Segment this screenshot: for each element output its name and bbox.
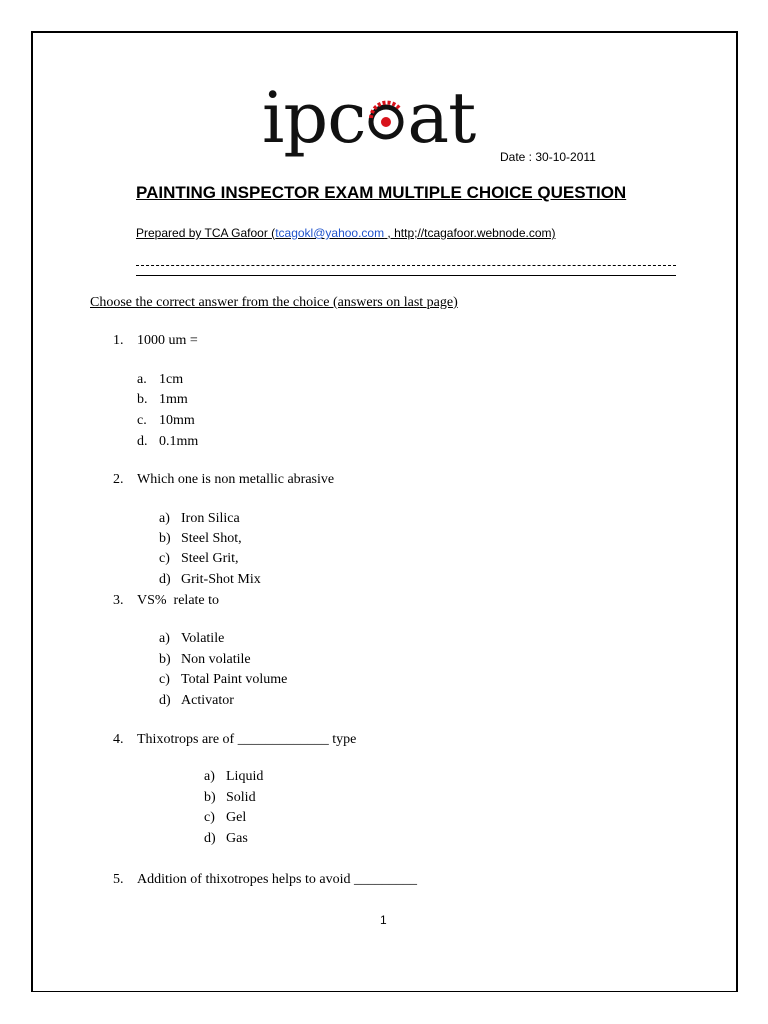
prepared-suffix: , http;//tcagafoor.webnode.com) bbox=[384, 226, 556, 240]
option-item: a) Volatile bbox=[159, 631, 225, 646]
option-item: c) Gel bbox=[204, 810, 247, 825]
option-item: d) Gas bbox=[204, 831, 248, 846]
dashed-divider bbox=[136, 265, 676, 266]
author-email-link[interactable]: tcagokl@yahoo.com bbox=[275, 226, 385, 240]
question-text: Thixotrops are of _____________ type bbox=[137, 732, 357, 747]
question-number: 4. bbox=[113, 732, 124, 747]
prepared-prefix: Prepared by TCA Gafoor ( bbox=[136, 226, 276, 240]
question-number: 2. bbox=[113, 472, 124, 487]
option-item: b) Steel Shot, bbox=[159, 531, 242, 546]
logo-text-right: at bbox=[407, 77, 476, 159]
question-text: VS% relate to bbox=[137, 593, 220, 608]
option-item: a. 1cm bbox=[137, 372, 184, 387]
page-border bbox=[31, 31, 738, 992]
option-item: b. 1mm bbox=[137, 392, 188, 407]
option-item: d) Grit-Shot Mix bbox=[159, 572, 261, 587]
question-number: 5. bbox=[113, 872, 124, 887]
option-item: c) Steel Grit, bbox=[159, 551, 239, 566]
option-item: a) Iron Silica bbox=[159, 511, 240, 526]
question-number: 3. bbox=[113, 593, 124, 608]
option-item: b) Solid bbox=[204, 790, 256, 805]
question-4 bbox=[113, 732, 356, 748]
question-text: Addition of thixotropes helps to avoid _________ bbox=[137, 872, 417, 887]
solid-divider bbox=[136, 275, 676, 276]
question-3 bbox=[113, 593, 219, 609]
option-item: c) Total Paint volume bbox=[159, 672, 288, 687]
logo-text-left: ipc bbox=[262, 77, 366, 159]
question-text: Which one is non metallic abrasive bbox=[137, 472, 335, 487]
option-item: b) Non volatile bbox=[159, 652, 251, 667]
page-number: 1 bbox=[380, 913, 387, 927]
question-number: 1. bbox=[113, 333, 124, 348]
question-5 bbox=[113, 872, 417, 888]
question-text: 1000 um = bbox=[137, 333, 198, 348]
question-1 bbox=[113, 333, 198, 349]
option-item: d. 0.1mm bbox=[137, 434, 199, 449]
question-2 bbox=[113, 472, 334, 488]
instructions: Choose the correct answer from the choice (answers on last page) bbox=[90, 295, 458, 310]
option-item: a) Liquid bbox=[204, 769, 264, 784]
exam-date: Date : 30-10-2011 bbox=[500, 150, 596, 164]
logo-swirl-icon bbox=[365, 100, 407, 142]
prepared-by-line bbox=[136, 226, 556, 240]
option-item: d) Activator bbox=[159, 693, 234, 708]
page-title: PAINTING INSPECTOR EXAM MULTIPLE CHOICE QUESTION bbox=[136, 183, 627, 202]
ipcoat-logo bbox=[262, 78, 475, 158]
option-item: c. 10mm bbox=[137, 413, 195, 428]
